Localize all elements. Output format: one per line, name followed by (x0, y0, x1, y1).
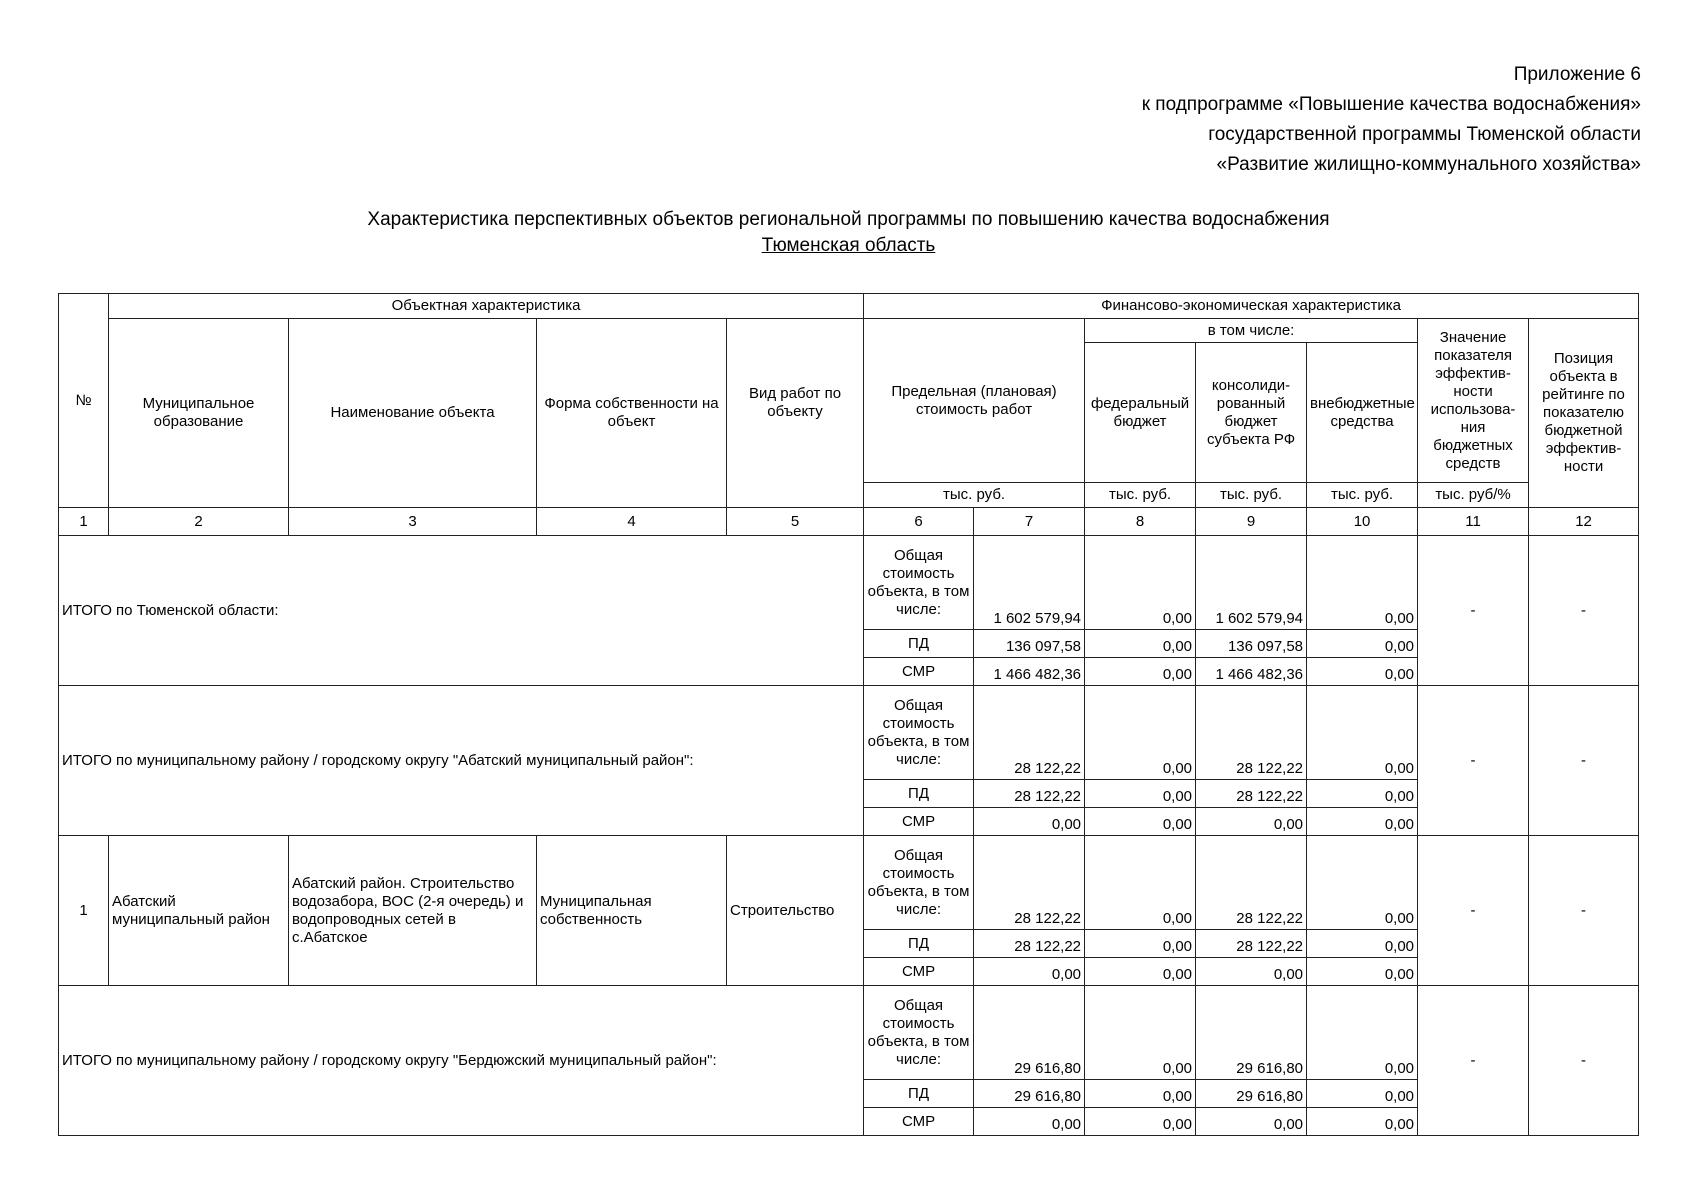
table-row (59, 536, 1639, 630)
value-cell: 136 097,58 (1196, 630, 1307, 658)
column-numbers-row (59, 508, 1639, 536)
value-cell: 0,00 (1085, 986, 1196, 1080)
col-header-extrabudget: внебюджетные средства (1307, 343, 1418, 483)
col-number: 1 (59, 508, 109, 536)
value-cell: 28 122,22 (974, 686, 1085, 780)
col-number: 8 (1085, 508, 1196, 536)
value-cell: 1 602 579,94 (974, 536, 1085, 630)
value-cell: 28 122,22 (1196, 836, 1307, 930)
section-label: ИТОГО по Тюменской области: (59, 536, 864, 686)
table-row (59, 836, 1639, 930)
value-cell: 0,00 (974, 808, 1085, 836)
value-cell: 1 602 579,94 (1196, 536, 1307, 630)
object-ownership: Муниципальная собственность (537, 836, 727, 986)
value-cell: 1 466 482,36 (1196, 658, 1307, 686)
value-cell: 0,00 (1196, 958, 1307, 986)
group-header-object: Объектная характеристика (109, 294, 864, 319)
unit-extrabudget: тыс. руб. (1307, 483, 1418, 508)
value-cell: 28 122,22 (1196, 780, 1307, 808)
value-cell: 0,00 (1085, 958, 1196, 986)
col-number: 11 (1418, 508, 1529, 536)
table-row (59, 686, 1639, 780)
row-label-smr: СМР (864, 958, 974, 986)
objects-table (58, 293, 1639, 1136)
value-cell: 0,00 (1307, 630, 1418, 658)
title-main: Характеристика перспективных объектов региональной программы по повышению качества водоснабжения (367, 209, 1330, 230)
value-cell: 28 122,22 (974, 930, 1085, 958)
document-title (0, 207, 1697, 259)
value-cell: 0,00 (1307, 930, 1418, 958)
value-cell: 136 097,58 (974, 630, 1085, 658)
value-cell: 29 616,80 (974, 1080, 1085, 1108)
efficiency-value: - (1418, 536, 1529, 686)
unit-federal: тыс. руб. (1085, 483, 1196, 508)
value-cell: 0,00 (1307, 686, 1418, 780)
value-cell: 29 616,80 (1196, 1080, 1307, 1108)
header-in-that: в том числе: (1085, 319, 1418, 343)
section-label: ИТОГО по муниципальному району / городскому округу "Бердюжский муниципальный район": (59, 986, 864, 1136)
value-cell: 0,00 (1307, 1080, 1418, 1108)
value-cell: 0,00 (1085, 930, 1196, 958)
value-cell: 0,00 (1085, 1108, 1196, 1136)
object-work-type: Строительство (727, 836, 864, 986)
efficiency-value: - (1418, 986, 1529, 1136)
row-label-total: Общая стоимость объекта, в том числе: (864, 986, 974, 1080)
value-cell: 28 122,22 (974, 780, 1085, 808)
col-number: 3 (289, 508, 537, 536)
group-header-finance: Финансово-экономическая характеристика (864, 294, 1639, 319)
col-header-consolidated: консолиди-рованный бюджет субъекта РФ (1196, 343, 1307, 483)
value-cell: 0,00 (1307, 958, 1418, 986)
value-cell: 0,00 (1307, 836, 1418, 930)
row-label-total: Общая стоимость объекта, в том числе: (864, 686, 974, 780)
row-label-total: Общая стоимость объекта, в том числе: (864, 536, 974, 630)
value-cell: 0,00 (1085, 536, 1196, 630)
col-header-efficiency: Значение показателя эффектив-ности использова-ния бюджетных средств (1418, 319, 1529, 483)
value-cell: 0,00 (1085, 686, 1196, 780)
row-label-pd: ПД (864, 930, 974, 958)
row-label-smr: СМР (864, 808, 974, 836)
object-number: 1 (59, 836, 109, 986)
value-cell: 0,00 (1307, 658, 1418, 686)
value-cell: 0,00 (1196, 808, 1307, 836)
col-number: 6 (864, 508, 974, 536)
col-header-object-name: Наименование объекта (289, 319, 537, 508)
col-number: 2 (109, 508, 289, 536)
section-label: ИТОГО по муниципальному району / городскому округу "Абатский муниципальный район": (59, 686, 864, 836)
appendix-header (1142, 60, 1641, 180)
col-number: 4 (537, 508, 727, 536)
value-cell: 0,00 (1085, 658, 1196, 686)
value-cell: 0,00 (1307, 986, 1418, 1080)
appendix-line-2: к подпрограмме «Повышение качества водоснабжения» (1141, 94, 1641, 115)
value-cell: 28 122,22 (1196, 930, 1307, 958)
value-cell: 28 122,22 (974, 836, 1085, 930)
appendix-line-3: государственной программы Тюменской области (1208, 124, 1641, 145)
value-cell: 1 466 482,36 (974, 658, 1085, 686)
col-header-max-cost: Предельная (плановая) стоимость работ (864, 319, 1085, 483)
row-label-pd: ПД (864, 630, 974, 658)
row-label-smr: СМР (864, 658, 974, 686)
row-label-pd: ПД (864, 780, 974, 808)
row-label-total: Общая стоимость объекта, в том числе: (864, 836, 974, 930)
col-header-no: № (59, 294, 109, 508)
row-label-pd: ПД (864, 1080, 974, 1108)
unit-efficiency: тыс. руб/% (1418, 483, 1529, 508)
table-row (59, 986, 1639, 1080)
col-header-federal: федеральный бюджет (1085, 343, 1196, 483)
rating-value: - (1529, 986, 1639, 1136)
unit-max-cost: тыс. руб. (864, 483, 1085, 508)
rating-value: - (1529, 836, 1639, 986)
value-cell: 29 616,80 (1196, 986, 1307, 1080)
value-cell: 0,00 (1307, 780, 1418, 808)
row-label-smr: СМР (864, 1108, 974, 1136)
value-cell: 0,00 (1307, 1108, 1418, 1136)
value-cell: 0,00 (1196, 1108, 1307, 1136)
value-cell: 0,00 (1085, 1080, 1196, 1108)
title-region: Тюменская область (761, 235, 936, 256)
efficiency-value: - (1418, 836, 1529, 986)
value-cell: 28 122,22 (1196, 686, 1307, 780)
col-number: 5 (727, 508, 864, 536)
col-number: 9 (1196, 508, 1307, 536)
appendix-line-4: «Развитие жилищно-коммунального хозяйства» (1216, 154, 1641, 175)
col-header-municipality: Муниципальное образование (109, 319, 289, 508)
value-cell: 29 616,80 (974, 986, 1085, 1080)
col-header-ownership: Форма собственности на объект (537, 319, 727, 508)
col-header-rating: Позиция объекта в рейтинге по показателю бюджетной эффектив-ности (1529, 319, 1639, 508)
value-cell: 0,00 (974, 1108, 1085, 1136)
unit-consolidated: тыс. руб. (1196, 483, 1307, 508)
col-number: 12 (1529, 508, 1639, 536)
value-cell: 0,00 (1307, 808, 1418, 836)
object-name: Абатский район. Строительство водозабора, ВОС (2-я очередь) и водопроводных сетей в с.Абатское (289, 836, 537, 986)
col-number: 7 (974, 508, 1085, 536)
rating-value: - (1529, 536, 1639, 686)
rating-value: - (1529, 686, 1639, 836)
value-cell: 0,00 (1085, 630, 1196, 658)
col-number: 10 (1307, 508, 1418, 536)
value-cell: 0,00 (1085, 836, 1196, 930)
col-header-work-type: Вид работ по объекту (727, 319, 864, 508)
value-cell: 0,00 (1085, 808, 1196, 836)
efficiency-value: - (1418, 686, 1529, 836)
value-cell: 0,00 (1085, 780, 1196, 808)
object-municipality: Абатский муниципальный район (109, 836, 289, 986)
appendix-line-1: Приложение 6 (1513, 64, 1641, 85)
value-cell: 0,00 (1307, 536, 1418, 630)
value-cell: 0,00 (974, 958, 1085, 986)
